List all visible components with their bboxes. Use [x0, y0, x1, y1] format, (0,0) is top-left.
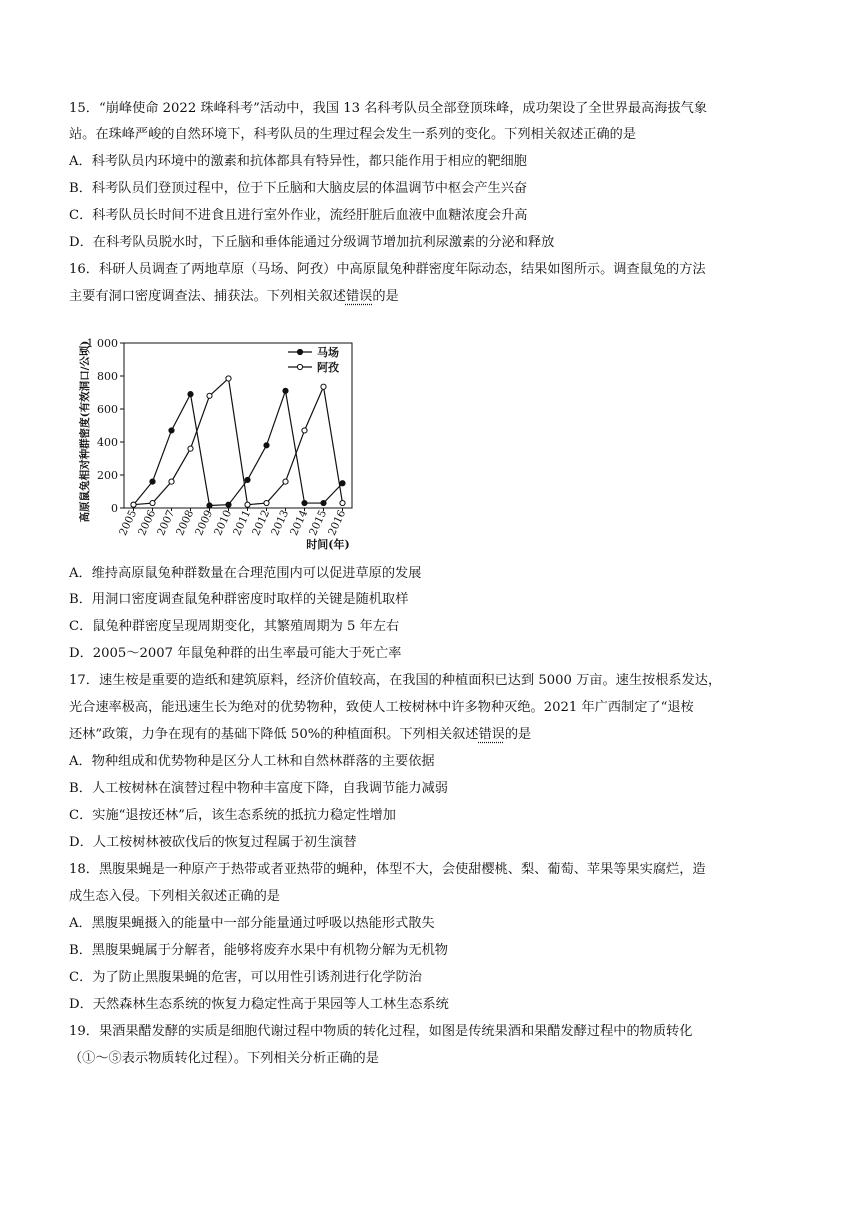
x-tick-label: 2014 — [288, 508, 311, 538]
x-tick-label: 2013 — [269, 508, 292, 538]
q17-option-b: B．人工桉树林在演替过程中物种丰富度下降，自我调节能力减弱 — [69, 781, 448, 796]
rodent-density-chart — [72, 322, 362, 558]
x-tick-label: 2005 — [117, 508, 140, 538]
data-point — [302, 428, 307, 433]
data-point — [245, 502, 250, 507]
series-line-2 — [134, 378, 343, 504]
data-point — [226, 502, 231, 507]
y-tick-label: 800 — [97, 370, 118, 383]
q18-option-a: A．黑腹果蝇摄入的能量中一部分能量通过呼吸以热能形式散失 — [69, 916, 435, 931]
legend-label: 阿孜 — [317, 361, 339, 374]
q17-stem-line2: 光合速率极高，能迅速生长为绝对的优势物种，致使人工桉树林中许多物种灭绝。2021 年广西制定了“退桉 — [69, 700, 694, 715]
y-tick-label: 0 — [111, 502, 118, 515]
q17-option-d: D．人工桉树林被砍伐后的恢复过程属于初生演替 — [69, 835, 357, 850]
x-tick-label: 2009 — [193, 508, 216, 538]
data-point — [150, 500, 155, 505]
data-point — [302, 500, 307, 505]
q17-stem-line3-a: 还林”政策，力争在现有的基础下降低 50%的种植面积。下列相关叙述 — [69, 727, 479, 742]
y-tick-label: 200 — [97, 469, 118, 482]
x-tick-label: 2016 — [326, 508, 349, 538]
q17-option-c: C．实施“退按还林”后，该生态系统的抵抗力稳定性增加 — [69, 808, 396, 823]
q18-option-d: D．天然森林生态系统的恢复力稳定性高于果园等人工林生态系统 — [69, 997, 449, 1012]
q16-option-a: A．维持高原鼠兔种群数量在合理范围内可以促进草原的发展 — [69, 566, 422, 581]
data-point — [264, 500, 269, 505]
legend-marker — [297, 349, 302, 354]
data-point — [169, 479, 174, 484]
y-axis-label: 高原鼠兔相对种群密度(有效洞口/公顷) — [79, 340, 91, 523]
q18-option-c: C．为了防止黑腹果蝇的危害，可以用性引诱剂进行化学防治 — [69, 970, 422, 985]
q19-stem-line2: （①～⑤表示物质转化过程）。下列相关分析正确的是 — [69, 1051, 379, 1066]
data-point — [188, 446, 193, 451]
q16-stem-line2-c: 的是 — [372, 289, 399, 304]
q19-stem-line1: 19．果酒果醋发酵的实质是细胞代谢过程中物质的转化过程，如图是传统果酒和果醋发酵过程中的物质转化 — [69, 1024, 693, 1039]
x-tick-label: 2011 — [231, 508, 254, 538]
q15-option-b: B．科考队员们登顶过程中，位于下丘脑和大脑皮层的体温调节中枢会产生兴奋 — [69, 181, 528, 196]
q17-option-a: A．物种组成和优势物种是区分人工林和自然林群落的主要依据 — [69, 754, 435, 769]
data-point — [283, 479, 288, 484]
q15-option-d: D．在科考队员脱水时，下丘脑和垂体能通过分级调节增加抗利尿激素的分泌和释放 — [69, 235, 555, 250]
q16-option-c: C．鼠兔种群密度呈现周期变化，其繁殖周期为 5 年左右 — [69, 619, 400, 634]
q17-stem-line3 — [69, 726, 531, 744]
y-tick-label: 400 — [97, 436, 118, 449]
q16-emphasis-error — [346, 289, 372, 304]
data-point — [169, 428, 174, 433]
data-point — [283, 388, 288, 393]
x-tick-label: 2008 — [174, 508, 197, 538]
data-point — [321, 500, 326, 505]
q16-stem-line2 — [69, 288, 399, 306]
y-tick-label: 600 — [97, 403, 118, 416]
q16-stem-line1: 16．科研人员调查了两地草原（马场、阿孜）中高原鼠兔种群密度年际动态，结果如图所示。调查鼠兔的方法 — [69, 262, 706, 277]
data-point — [340, 481, 345, 486]
data-point — [245, 477, 250, 482]
data-point — [321, 384, 326, 389]
q16-option-b: B．用洞口密度调查鼠兔种群密度时取样的关键是随机取样 — [69, 592, 409, 607]
q17-stem-line1: 17．速生桉是重要的造纸和建筑原料，经济价值较高，在我国的种植面积已达到 5000 万亩。速生按根系发达， — [69, 673, 722, 688]
q17-stem-line3-b: 错误 — [478, 727, 505, 742]
q17-stem-line3-c: 的是 — [504, 727, 532, 742]
q16-stem-line2-a: 主要有洞口密度调查法、捕获法。下列相关叙述 — [69, 289, 346, 304]
q16-stem-line2-b: 错误 — [345, 289, 373, 304]
q18-stem-line1: 18．黑腹果蝇是一种原产于热带或者亚热带的蝇种，体型不大，会使甜樱桃、梨、葡萄、苹果等果实腐烂，造 — [69, 862, 706, 877]
q16-option-d: D．2005～2007 年鼠兔种群的出生率最可能大于死亡率 — [69, 646, 402, 661]
q15-stem-line1: 15．“崩峰使命 2022 珠峰科考”活动中，我国 13 名科考队员全部登顶珠峰，成功架设了全世界最高海拔气象 — [69, 101, 708, 116]
q18-option-b: B．黑腹果蝇属于分解者，能够将废弃水果中有机物分解为无机物 — [69, 943, 448, 958]
data-point — [340, 500, 345, 505]
data-point — [207, 503, 212, 508]
q15-option-a: A．科考队员内环境中的激素和抗体都具有特异性，都只能作用于相应的靶细胞 — [69, 154, 527, 169]
q18-stem-line2: 成生态入侵。下列相关叙述正确的是 — [69, 889, 280, 904]
data-point — [226, 376, 231, 381]
data-point — [131, 502, 136, 507]
y-tick-label: 1 000 — [86, 337, 118, 350]
q15-option-c: C．科考队员长时间不进食且进行室外作业，流经肝脏后血液中血糖浓度会升高 — [69, 208, 528, 223]
x-tick-label: 2010 — [212, 508, 235, 538]
x-axis-label: 时间(年) — [306, 538, 350, 551]
x-tick-label: 2015 — [307, 508, 330, 538]
q15-stem-line2: 站。在珠峰严峻的自然环境下，科考队员的生理过程会发生一系列的变化。下列相关叙述正确的是 — [69, 127, 637, 142]
data-point — [264, 443, 269, 448]
data-point — [188, 392, 193, 397]
x-tick-label: 2006 — [136, 508, 159, 538]
x-tick-label: 2007 — [155, 508, 178, 538]
legend-label: 马场 — [317, 346, 339, 359]
legend-marker — [297, 364, 302, 369]
data-point — [150, 479, 155, 484]
x-tick-label: 2012 — [250, 508, 273, 538]
data-point — [207, 393, 212, 398]
